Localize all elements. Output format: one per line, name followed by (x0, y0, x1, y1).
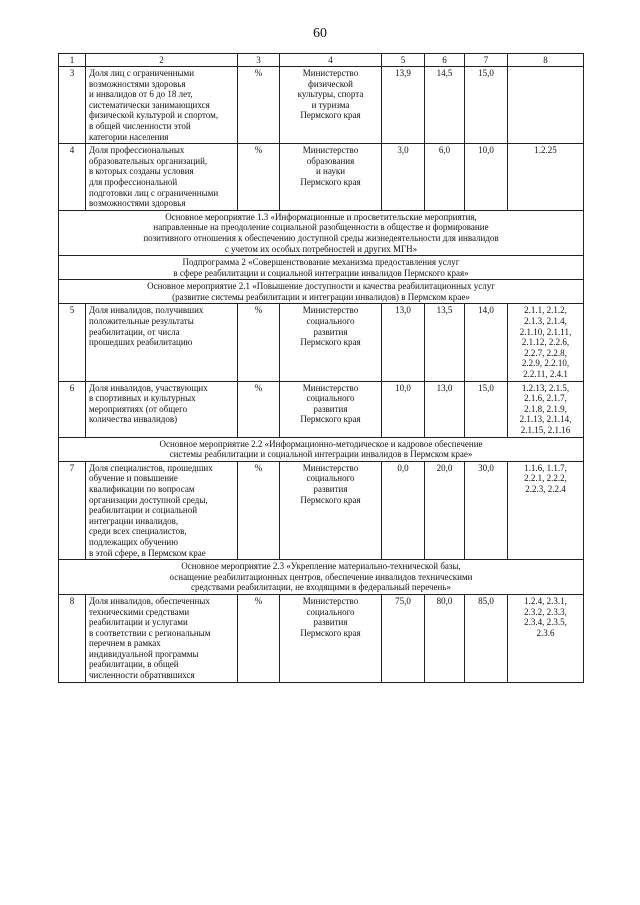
indicator-name (86, 594, 238, 682)
section-heading-row (59, 280, 584, 304)
row-number: 8 (59, 594, 86, 682)
responsible-org-line: развития (313, 403, 348, 414)
value-year-3: 15,0 (465, 381, 508, 437)
responsible-org-line: социального (306, 316, 355, 327)
unit-cell: % (238, 67, 280, 144)
value-year-2: 20,0 (425, 461, 465, 559)
activity-refs-line: 2.3.4, 2.3.5, (524, 617, 567, 628)
activity-refs-line: 1.1.6, 1.1.7, (524, 462, 567, 473)
value-year-1: 3,0 (382, 144, 425, 211)
indicator-name-line: реабилитации, в общей (89, 659, 179, 670)
activity-refs (508, 461, 584, 559)
indicator-name-line: в спортивных и культурных (89, 393, 196, 404)
indicators-table (58, 53, 584, 683)
header-cell: 8 (508, 54, 584, 67)
value-year-3: 14,0 (465, 304, 508, 381)
section-heading-row (59, 256, 584, 280)
responsible-org-line: Пермского края (300, 414, 361, 425)
value-year-2: 13,0 (425, 381, 465, 437)
activity-refs-line: 1.2.13, 2.1.5, (521, 382, 570, 393)
indicator-name-line: подготовки лиц с ограниченными (89, 187, 219, 198)
header-cell: 4 (280, 54, 382, 67)
header-cell: 7 (465, 54, 508, 67)
responsible-org-line: Министерство (302, 68, 359, 78)
indicator-row (59, 381, 584, 437)
indicator-name-line: индивидуальной программы (89, 648, 199, 659)
indicator-name-line: Доля специалистов, прошедших (89, 462, 213, 473)
activity-refs-line: 2.1.13, 2.1.14, (519, 414, 572, 425)
activity-refs-line: 1.2.4, 2.3.1, (524, 595, 567, 606)
indicator-name-line: мероприятиях (от общего (89, 403, 188, 414)
indicator-name (86, 67, 238, 144)
section-heading-line: Основное мероприятие 1.3 «Информационные и просветительские мероприятия, (165, 211, 477, 222)
indicator-name-line: перечнем в рамках (89, 638, 161, 649)
responsible-org (280, 594, 382, 682)
value-year-2: 14,5 (425, 67, 465, 144)
indicator-name-line: обучение и повышение (89, 473, 178, 484)
indicator-name-line: возможностями здоровья (89, 78, 186, 89)
indicator-name-line: возможностями здоровья (89, 198, 186, 209)
responsible-org (280, 304, 382, 381)
responsible-org-line: Пермского края (300, 337, 361, 348)
page-number: 60 (313, 26, 327, 41)
responsible-org-line: Пермского края (300, 110, 361, 121)
header-cell: 5 (382, 54, 425, 67)
responsible-org-line: культуры, спорта (297, 89, 364, 100)
activity-refs (508, 304, 584, 381)
activity-refs-line: 2.2.7, 2.2.8, (524, 347, 567, 358)
value-year-1: 10,0 (382, 381, 425, 437)
value-year-2: 6,0 (425, 144, 465, 211)
value-year-2: 13,5 (425, 304, 465, 381)
header-cell: 1 (59, 54, 86, 67)
value-year-3: 10,0 (465, 144, 508, 211)
activity-refs-line: 1.2.25 (534, 145, 557, 156)
indicator-row (59, 594, 584, 682)
section-heading (59, 437, 584, 461)
indicator-name-line: среди всех специалистов, (89, 526, 187, 537)
indicator-row (59, 461, 584, 559)
value-year-2: 80,0 (425, 594, 465, 682)
section-heading-line: Основное мероприятие 2.2 «Информационно-методическое и кадровое обеспечение (159, 438, 483, 449)
section-heading-line: системы реабилитации и социальной интеграции инвалидов в Пермском крае» (169, 449, 473, 460)
responsible-org-line: Министерство (302, 462, 359, 473)
section-heading-line: направленные на преодоление социальной разобщенности в обществе и формирование (153, 222, 489, 233)
indicator-name-line: в соответствии с региональным (89, 627, 211, 638)
indicator-name-line: и инвалидов от 6 до 18 лет, (89, 89, 193, 100)
header-cell: 6 (425, 54, 465, 67)
section-heading-line: в сфере реабилитации и социальной интеграции инвалидов Пермского края» (173, 267, 469, 278)
indicator-name-line: интеграции инвалидов, (89, 515, 179, 526)
indicator-name-line: категории населения (89, 131, 169, 142)
indicator-name-line: положительные результаты (89, 316, 194, 327)
responsible-org-line: физической (308, 78, 353, 89)
section-heading-line: позитивного отношения к обеспечению доступной среды жизнедеятельности для инвалидов (143, 232, 499, 243)
responsible-org (280, 67, 382, 144)
section-heading-row (59, 437, 584, 461)
activity-refs-line: 2.1.15, 2.1.16 (520, 425, 571, 435)
activity-refs-line: 2.1.1, 2.1.2, (524, 305, 567, 316)
indicator-name-line: в которых созданы условия (89, 166, 194, 177)
indicator-name (86, 381, 238, 437)
responsible-org-line: и науки (315, 166, 346, 177)
section-heading (59, 280, 584, 304)
indicator-name-line: в общей численности этой (89, 120, 191, 131)
responsible-org (280, 144, 382, 211)
activity-refs (508, 67, 584, 144)
indicator-name-line: реабилитации и услугами (89, 617, 188, 628)
activity-refs-line: 2.1.6, 2.1.7, (524, 393, 567, 404)
activity-refs-line: 2.3.2, 2.3.3, (524, 606, 567, 617)
indicator-name-line: реабилитации и социальной (89, 505, 198, 516)
activity-refs-line: 2.2.1, 2.2.2, (524, 473, 567, 484)
activity-refs-line: 2.1.3, 2.1.4, (524, 316, 567, 327)
unit-cell: % (238, 594, 280, 682)
activity-refs-line: 2.2.3, 2.2.4 (525, 483, 566, 494)
indicator-name-line: техническими средствами (89, 606, 190, 617)
indicator-name-line: прошедших реабилитацию (89, 337, 193, 348)
responsible-org-line: социального (306, 606, 355, 617)
indicator-name-line: численности обратившихся (89, 670, 195, 681)
responsible-org-line: Министерство (302, 305, 359, 316)
activity-refs-line: 2.1.12, 2.2.6, (521, 337, 570, 348)
indicator-row (59, 304, 584, 381)
indicator-name-line: Доля инвалидов, участвующих (89, 382, 208, 393)
responsible-org-line: и туризма (311, 99, 350, 110)
responsible-org-line: социального (306, 473, 355, 484)
indicator-row (59, 144, 584, 211)
row-number: 6 (59, 381, 86, 437)
responsible-org (280, 461, 382, 559)
responsible-org-line: образования (306, 155, 355, 166)
header-cell: 2 (86, 54, 238, 67)
row-number: 7 (59, 461, 86, 559)
value-year-3: 30,0 (465, 461, 508, 559)
section-heading (59, 210, 584, 255)
indicator-name-line: количества инвалидов) (89, 414, 178, 425)
unit-cell: % (238, 461, 280, 559)
responsible-org-line: развития (313, 617, 348, 628)
responsible-org-line: развития (313, 483, 348, 494)
responsible-org-line: Пермского края (300, 494, 361, 505)
activity-refs (508, 594, 584, 682)
section-heading-line: с учетом их особых потребностей и других МГН» (224, 243, 418, 254)
responsible-org (280, 381, 382, 437)
section-heading-row (59, 560, 584, 595)
value-year-1: 13,9 (382, 67, 425, 144)
indicator-name (86, 144, 238, 211)
section-heading-line: Подпрограмма 2 «Совершенствование механизма предоставления услуг (182, 257, 460, 268)
indicator-name-line: Доля лиц с ограниченными (89, 68, 195, 78)
header-row (59, 54, 584, 67)
section-heading-line: Основное мероприятие 2.3 «Укрепление материально-технической базы, (181, 561, 461, 572)
responsible-org-line: Министерство (302, 382, 359, 393)
indicator-name-line: реабилитации, от числа (89, 326, 180, 337)
unit-cell: % (238, 381, 280, 437)
indicator-row (59, 67, 584, 144)
indicator-name-line: физической культурой и спортом, (89, 110, 219, 121)
indicator-name-line: квалификации по вопросам (89, 483, 195, 494)
value-year-3: 85,0 (465, 594, 508, 682)
indicator-name-line: для профессиональной (89, 176, 178, 187)
activity-refs-line: 2.2.9, 2.2.10, (521, 358, 570, 369)
section-heading (59, 256, 584, 280)
row-number: 5 (59, 304, 86, 381)
activity-refs (508, 144, 584, 211)
section-heading-line: (развитие системы реабилитации и интеграции инвалидов) в Пермском крае» (172, 291, 470, 302)
section-heading (59, 560, 584, 595)
responsible-org-line: Пермского края (300, 627, 361, 638)
unit-cell: % (238, 144, 280, 211)
indicator-name-line: Доля профессиональных (89, 145, 185, 156)
indicator-name (86, 304, 238, 381)
section-heading-line: Основное мероприятие 2.1 «Повышение доступности и качества реабилитационных услуг (147, 281, 495, 292)
row-number: 4 (59, 144, 86, 211)
indicator-name-line: подлежащих обучению (89, 536, 178, 547)
value-year-1: 0,0 (382, 461, 425, 559)
indicator-name (86, 461, 238, 559)
indicator-name-line: систематически занимающихся (89, 99, 210, 110)
value-year-1: 75,0 (382, 594, 425, 682)
indicator-name-line: образовательных организаций, (89, 155, 208, 166)
responsible-org-line: социального (306, 393, 355, 404)
unit-cell: % (238, 304, 280, 381)
indicator-name-line: в этой сфере, в Пермском крае (89, 547, 206, 558)
activity-refs-line: 2.1.8, 2.1.9, (524, 403, 567, 414)
responsible-org-line: Министерство (302, 145, 359, 156)
responsible-org-line: развития (313, 326, 348, 337)
indicator-name-line: Доля инвалидов, обеспеченных (89, 595, 210, 606)
responsible-org-line: Пермского края (300, 176, 361, 187)
section-heading-line: средствами реабилитации, не входящими в федеральный перечень» (191, 582, 451, 593)
activity-refs-line: 2.1.10, 2.1.11, (519, 326, 572, 337)
section-heading-row (59, 210, 584, 255)
indicator-name-line: организации доступной среды, (89, 494, 208, 505)
activity-refs-line: 2.3.6 (536, 627, 555, 638)
value-year-1: 13,0 (382, 304, 425, 381)
value-year-3: 15,0 (465, 67, 508, 144)
activity-refs-line: 2.2.11, 2.4.1 (523, 369, 568, 380)
header-cell: 3 (238, 54, 280, 67)
section-heading-line: оснащение реабилитационных центров, обеспечение инвалидов техническими (169, 571, 473, 582)
row-number: 3 (59, 67, 86, 144)
responsible-org-line: Министерство (302, 595, 359, 606)
indicator-name-line: Доля инвалидов, получивших (89, 305, 204, 316)
activity-refs (508, 381, 584, 437)
